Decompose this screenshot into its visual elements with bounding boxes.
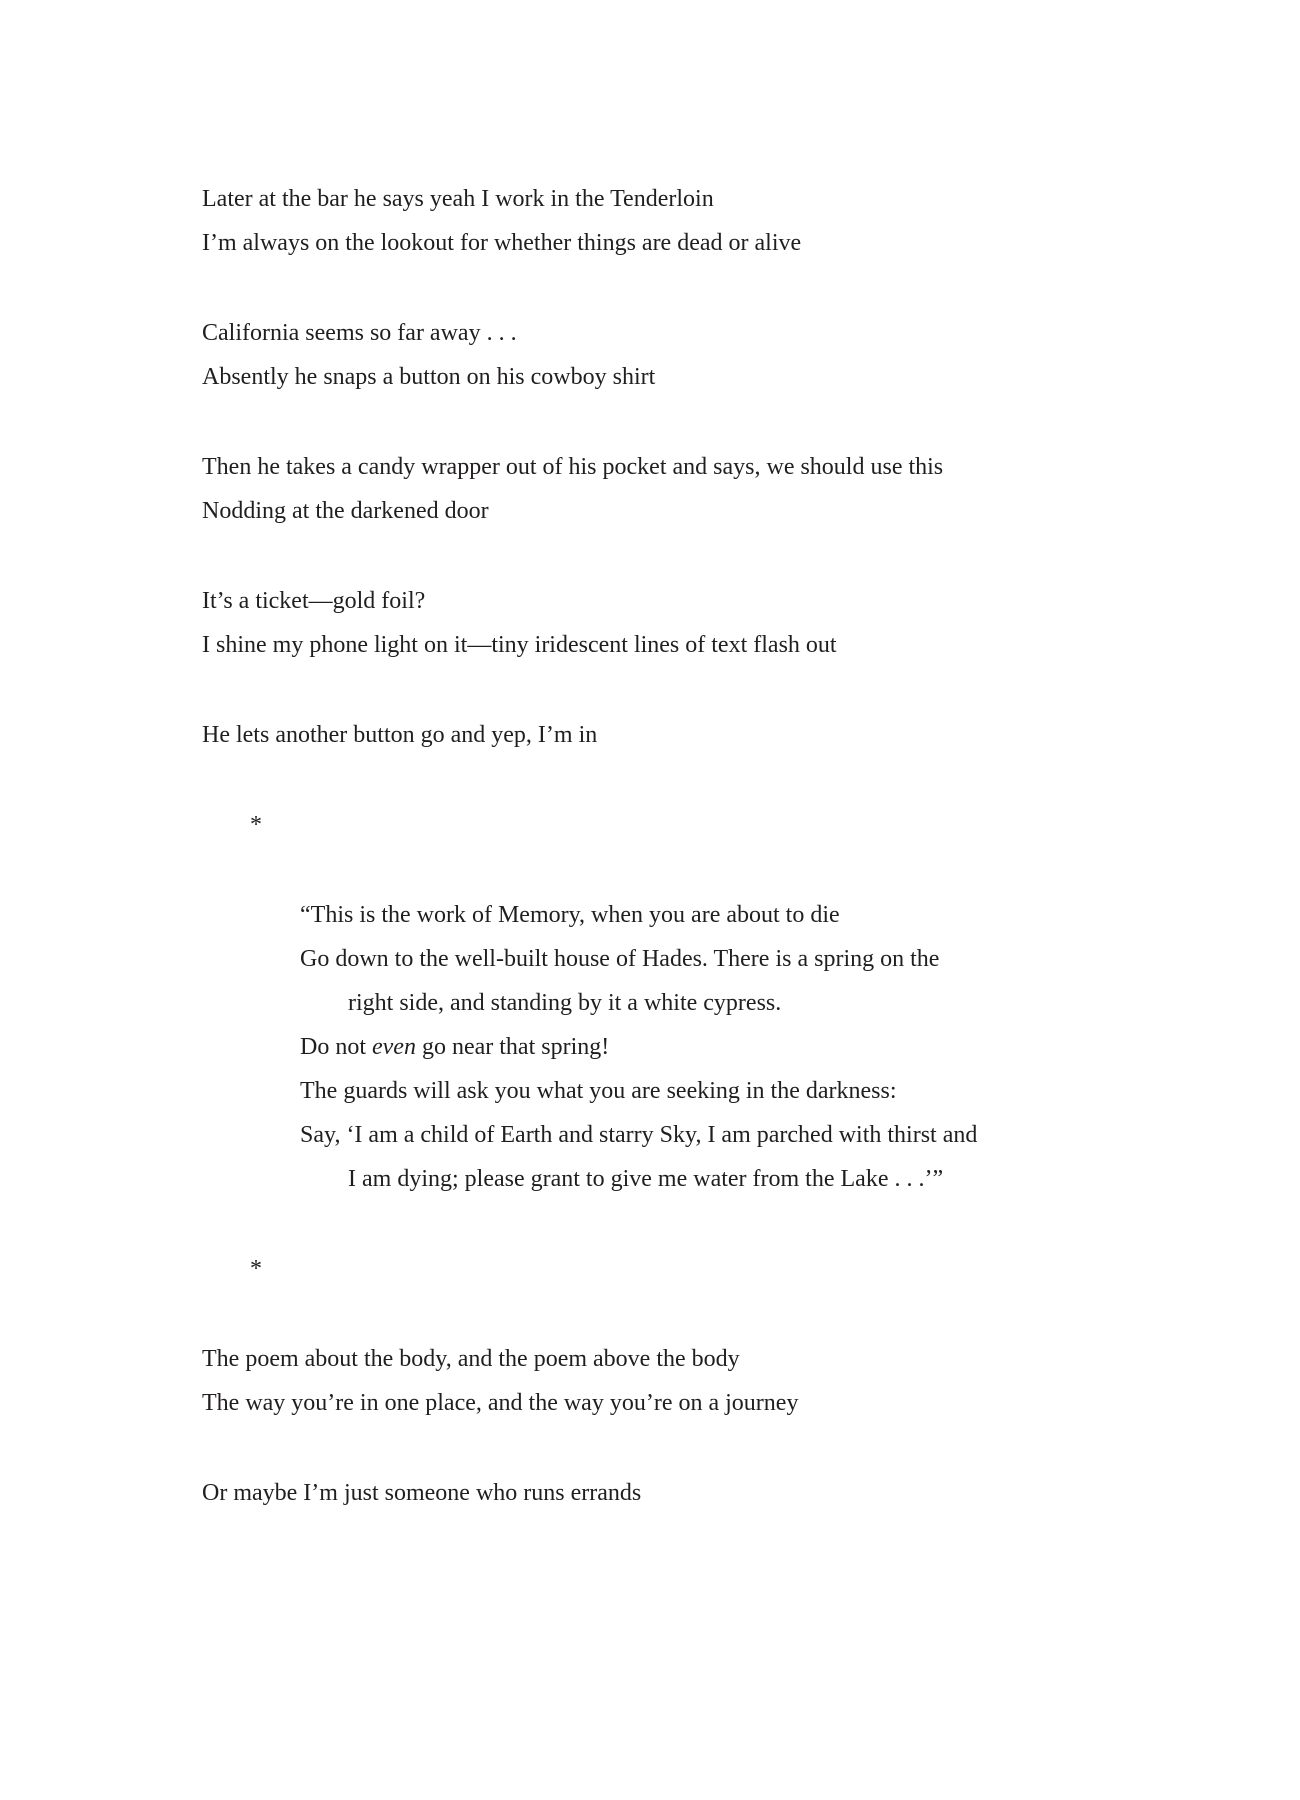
poem-line: The guards will ask you what you are seeking in the darkness: — [300, 1078, 897, 1104]
poem-line: I am dying; please grant to give me water from the Lake . . .’” — [348, 1166, 944, 1192]
section-separator — [202, 803, 1260, 847]
poem-line: The poem about the body, and the poem above the body — [202, 1346, 740, 1372]
stanza — [202, 1471, 1260, 1515]
poem-line: The way you’re in one place, and the way you’re on a journey — [202, 1390, 799, 1416]
italic-text: even — [372, 1034, 416, 1060]
poem-line: It’s a ticket—gold foil? — [202, 588, 426, 614]
poem-line: Go down to the well-built house of Hades. There is a spring on the — [300, 946, 940, 972]
separator-asterisk: * — [250, 812, 262, 838]
stanza — [202, 713, 1260, 757]
text-segment: Do not — [300, 1034, 372, 1060]
poem-line: Absently he snaps a button on his cowboy shirt — [202, 364, 656, 390]
poem-line: Then he takes a candy wrapper out of his pocket and says, we should use this — [202, 454, 944, 480]
poem-line: Or maybe I’m just someone who runs errands — [202, 1480, 642, 1506]
poem-line: He lets another button go and yep, I’m in — [202, 722, 598, 748]
stanza — [202, 311, 1260, 399]
poem-line: Later at the bar he says yeah I work in the Tenderloin — [202, 186, 714, 212]
stanza — [202, 445, 1260, 533]
stanza — [202, 579, 1260, 667]
poem-line: Say, ‘I am a child of Earth and starry Sky, I am parched with thirst and — [300, 1122, 978, 1148]
separator-asterisk: * — [250, 1256, 262, 1282]
text-segment: go near that spring! — [415, 1034, 610, 1060]
quote-block — [202, 893, 1260, 1201]
stanza — [202, 1337, 1260, 1425]
poem-line — [202, 1025, 1260, 1069]
poem-line: I shine my phone light on it—tiny iridescent lines of text flash out — [202, 632, 837, 658]
poem-line: “This is the work of Memory, when you are about to die — [300, 902, 840, 928]
poem-line: I’m always on the lookout for whether things are dead or alive — [202, 230, 802, 256]
poem-line: California seems so far away . . . — [202, 320, 517, 346]
section-separator — [202, 1247, 1260, 1291]
poem-line: right side, and standing by it a white cypress. — [348, 990, 782, 1016]
poem-body — [202, 177, 1260, 1561]
poem-line: Nodding at the darkened door — [202, 498, 489, 524]
stanza — [202, 177, 1260, 265]
